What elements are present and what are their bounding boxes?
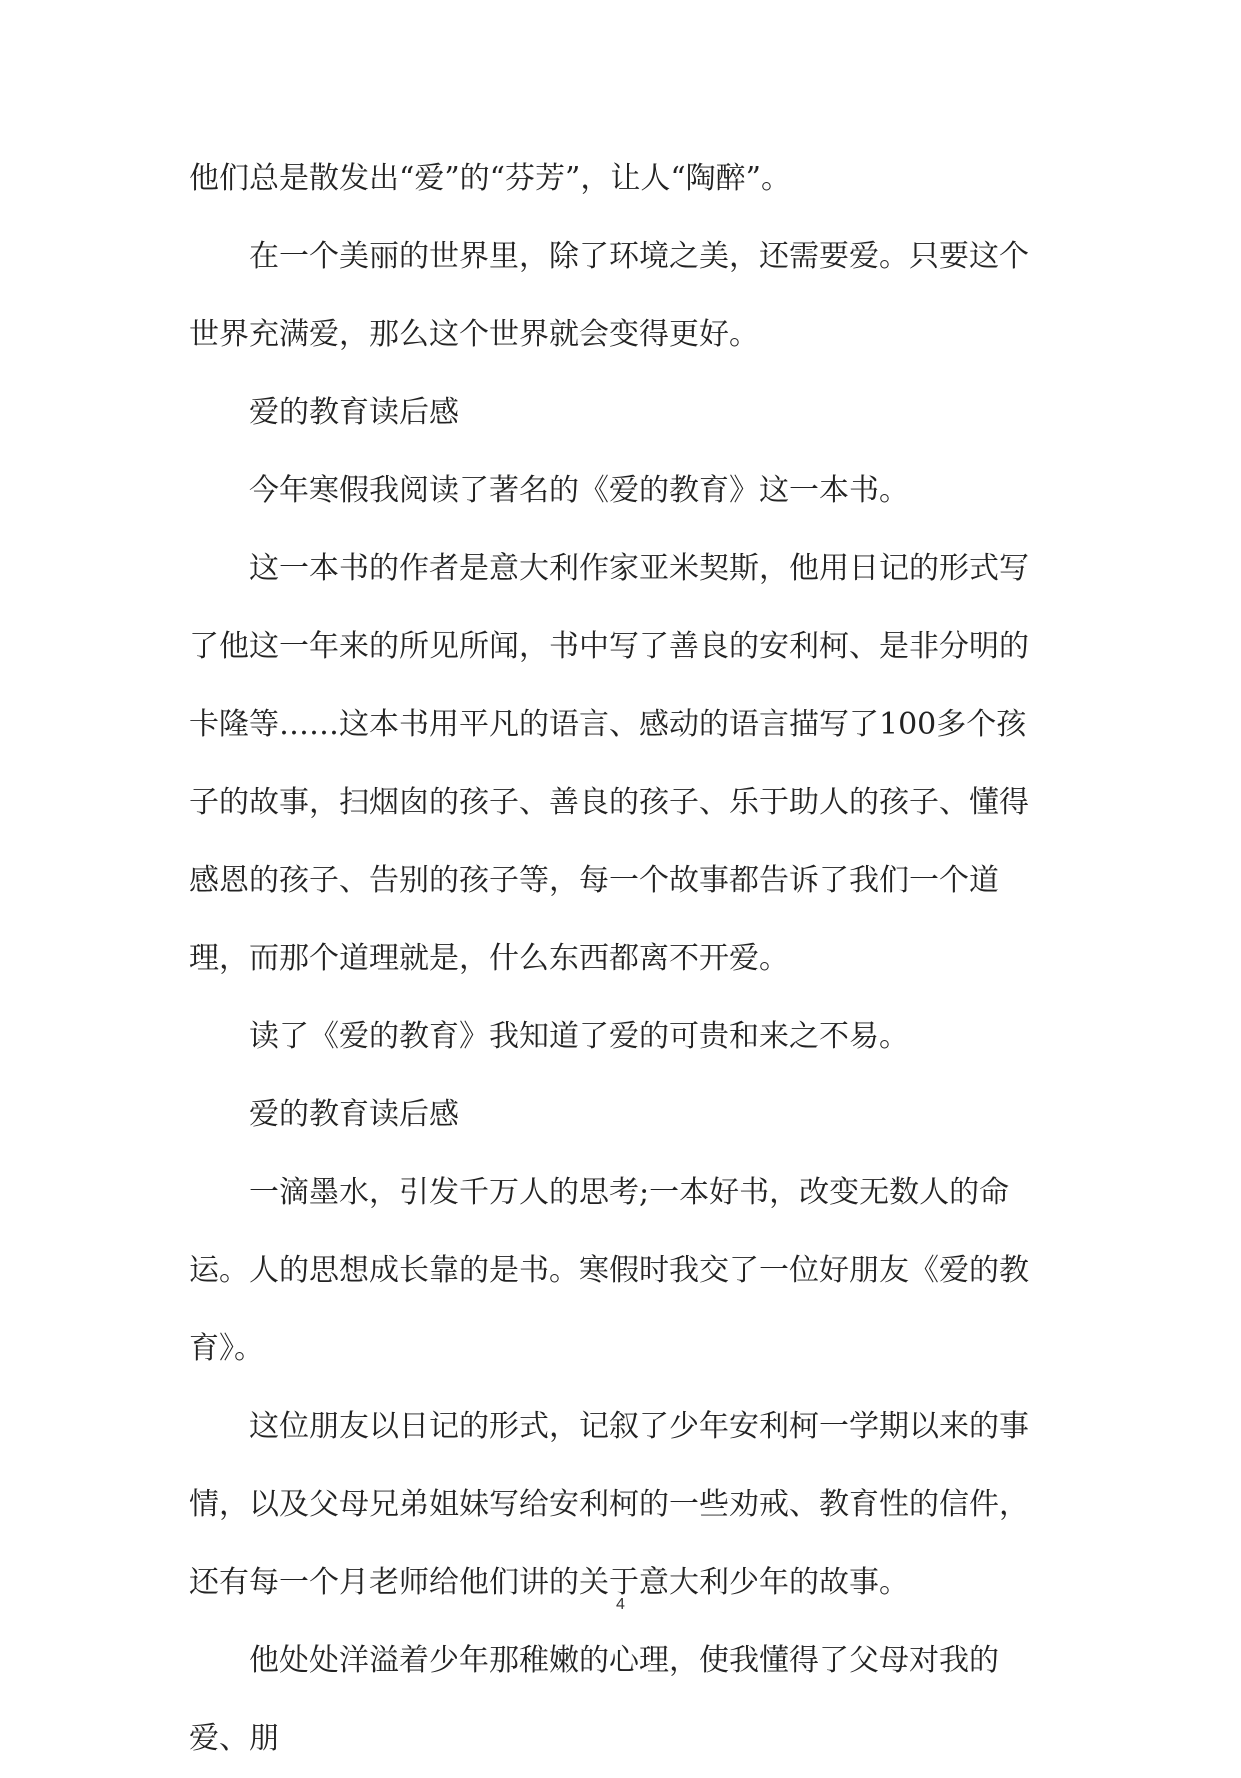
paragraph: 在一个美丽的世界里，除了环境之美，还需要爱。只要这个世界充满爱，那么这个世界就会变得更好。 <box>189 239 1029 352</box>
section-heading: 爱的教育读后感 <box>249 395 459 430</box>
page-number: 4 <box>616 1596 625 1613</box>
lead-line: 他们总是散发出“爱”的“芬芳”，让人“陶醉”。 <box>189 161 792 196</box>
paragraph: 读了《爱的教育》我知道了爱的可贵和来之不易。 <box>249 1019 909 1054</box>
document-body <box>189 140 1049 1778</box>
paragraph: 他处处洋溢着少年那稚嫩的心理，使我懂得了父母对我的爱、朋 <box>189 1643 999 1756</box>
paragraph: 这一本书的作者是意大利作家亚米契斯，他用日记的形式写了他这一年来的所见所闻，书中写了善良的安利柯、是非分明的卡隆等……这本书用平凡的语言、感动的语言描写了100多个孩子的故事，扫烟囱的孩子、善良的孩子、乐于助人的孩子、懂得感恩的孩子、告别的孩子等，每一个故事都告诉了我们一个道理，而那个道理就是，什么东西都离不开爱。 <box>189 551 1029 976</box>
paragraph: 这位朋友以日记的形式，记叙了少年安利柯一学期以来的事情，以及父母兄弟姐妹写给安利柯的一些劝戒、教育性的信件，还有每一个月老师给他们讲的关于意大利少年的故事。 <box>189 1409 1029 1600</box>
paragraph: 一滴墨水，引发千万人的思考;一本好书，改变无数人的命运。人的思想成长靠的是书。寒假时我交了一位好朋友《爱的教育》。 <box>189 1175 1029 1366</box>
paragraph: 今年寒假我阅读了著名的《爱的教育》这一本书。 <box>249 473 909 508</box>
section-heading: 爱的教育读后感 <box>249 1097 459 1132</box>
